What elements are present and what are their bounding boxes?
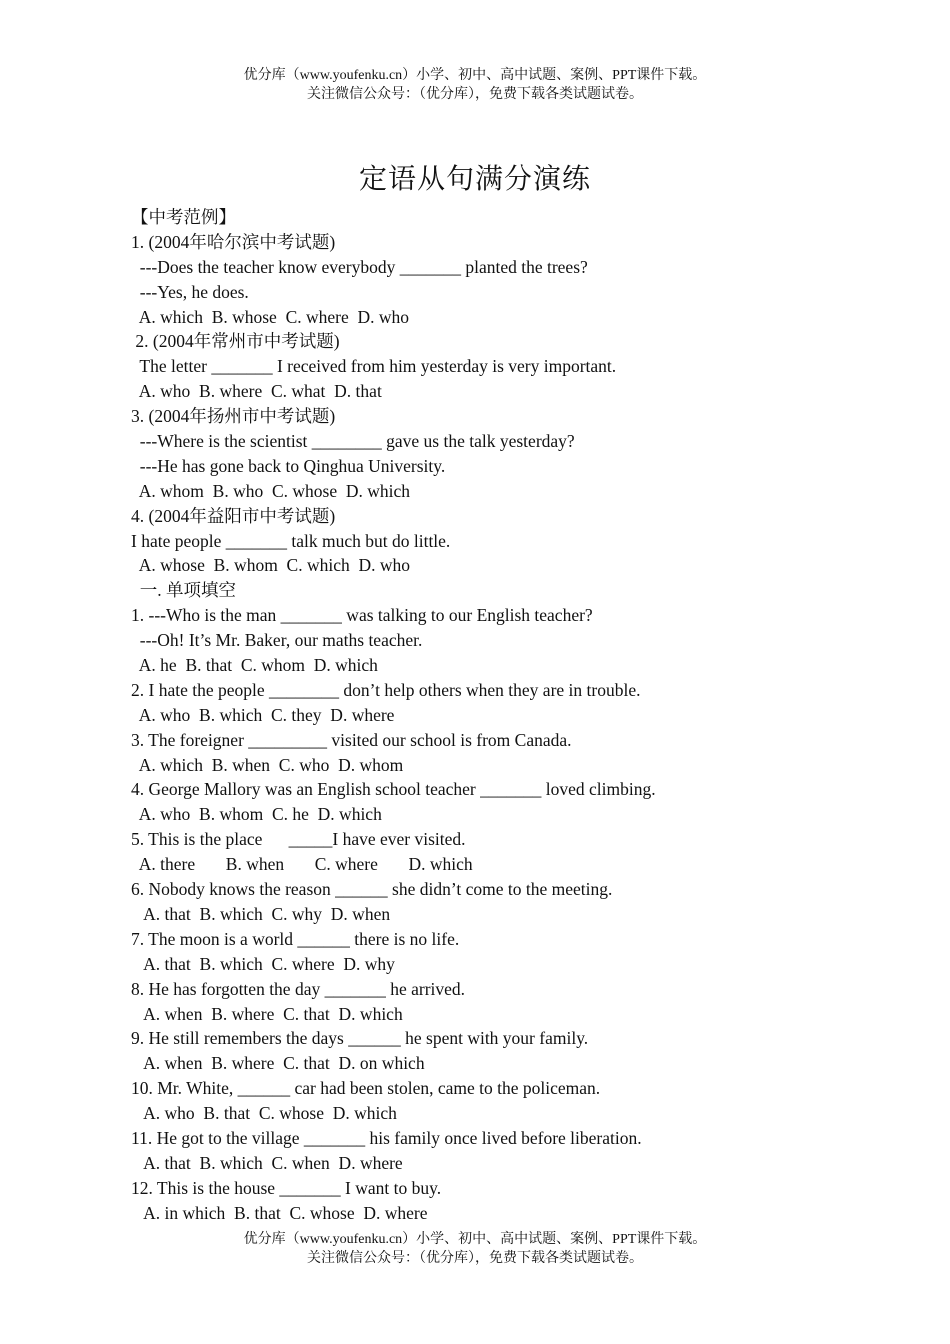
answer-options: A. who B. that C. whose D. which bbox=[131, 1103, 397, 1124]
answer-options: A. when B. where C. that D. on which bbox=[131, 1053, 425, 1074]
document-body bbox=[131, 205, 851, 1226]
question-text: 6. Nobody knows the reason ______ she didn’t come to the meeting. bbox=[131, 879, 613, 900]
header-line-1: 优分库（www.youfenku.cn）小学、初中、高中试题、案例、PPT课件下载。 bbox=[243, 68, 707, 83]
section-heading: 【中考范例】 bbox=[131, 207, 236, 227]
question-source: 3. (2004年扬州市中考试题) bbox=[131, 406, 336, 427]
question-text: 7. The moon is a world ______ there is no life. bbox=[131, 928, 460, 949]
answer-options: A. whom B. who C. whose D. which bbox=[131, 480, 411, 501]
answer-options: A. which B. whose C. where D. who bbox=[131, 306, 410, 327]
question-text: 8. He has forgotten the day _______ he arrived. bbox=[131, 978, 466, 999]
question-text: ---He has gone back to Qinghua University. bbox=[131, 455, 446, 476]
answer-options: A. whose B. whom C. which D. who bbox=[131, 555, 411, 576]
question-text: The letter _______ I received from him yesterday is very important. bbox=[131, 356, 617, 377]
question-text: 11. He got to the village _______ his family once lived before liberation. bbox=[131, 1127, 642, 1148]
question-source: 1. (2004年哈尔滨中考试题) bbox=[131, 231, 336, 252]
question-text: ---Does the teacher know everybody _______ planted the trees? bbox=[131, 256, 588, 277]
question-text: 12. This is the house _______ I want to buy. bbox=[131, 1177, 442, 1198]
question-source: 4. (2004年益阳市中考试题) bbox=[131, 505, 336, 526]
answer-options: A. which B. when C. who D. whom bbox=[131, 754, 404, 775]
answer-options: A. who B. whom C. he D. which bbox=[131, 804, 382, 825]
question-text: 10. Mr. White, ______ car had been stolen, came to the policeman. bbox=[131, 1078, 601, 1099]
answer-options: A. when B. where C. that D. which bbox=[131, 1003, 403, 1024]
page-footer bbox=[0, 1230, 950, 1268]
question-text: 4. George Mallory was an English school teacher _______ loved climbing. bbox=[131, 779, 656, 800]
answer-options: A. that B. which C. where D. why bbox=[131, 953, 395, 974]
question-text: ---Where is the scientist ________ gave us the talk yesterday? bbox=[131, 431, 575, 452]
question-text: ---Yes, he does. bbox=[131, 281, 249, 302]
document-title: 定语从句满分演练 bbox=[358, 164, 591, 195]
section-heading: 一. 单项填空 bbox=[131, 580, 236, 601]
answer-options: A. he B. that C. whom D. which bbox=[131, 655, 378, 676]
question-text: 2. I hate the people ________ don’t help others when they are in trouble. bbox=[131, 679, 641, 700]
question-text: 1. ---Who is the man _______ was talking to our English teacher? bbox=[131, 605, 593, 626]
question-text: ---Oh! It’s Mr. Baker, our maths teacher. bbox=[131, 630, 423, 651]
question-source: 2. (2004年常州市中考试题) bbox=[131, 331, 340, 352]
question-text: 5. This is the place _____I have ever visited. bbox=[131, 829, 466, 850]
answer-options: A. that B. which C. why D. when bbox=[131, 903, 391, 924]
answer-options: A. who B. where C. what D. that bbox=[131, 381, 382, 402]
header-line-2: 关注微信公众号：（优分库），免费下载各类试题试卷。 bbox=[307, 87, 643, 102]
answer-options: A. who B. which C. they D. where bbox=[131, 704, 395, 725]
question-text: 9. He still remembers the days ______ he spent with your family. bbox=[131, 1028, 589, 1049]
question-text: I hate people _______ talk much but do little. bbox=[131, 530, 451, 551]
answer-options: A. that B. which C. when D. where bbox=[131, 1152, 403, 1173]
answer-options: A. there B. when C. where D. which bbox=[131, 854, 473, 875]
footer-line-1: 优分库（www.youfenku.cn）小学、初中、高中试题、案例、PPT课件下载。 bbox=[243, 1232, 707, 1247]
footer-line-2: 关注微信公众号：（优分库），免费下载各类试题试卷。 bbox=[307, 1251, 643, 1266]
page-header bbox=[0, 66, 950, 104]
answer-options: A. in which B. that C. whose D. where bbox=[131, 1202, 428, 1223]
question-text: 3. The foreigner _________ visited our school is from Canada. bbox=[131, 729, 572, 750]
